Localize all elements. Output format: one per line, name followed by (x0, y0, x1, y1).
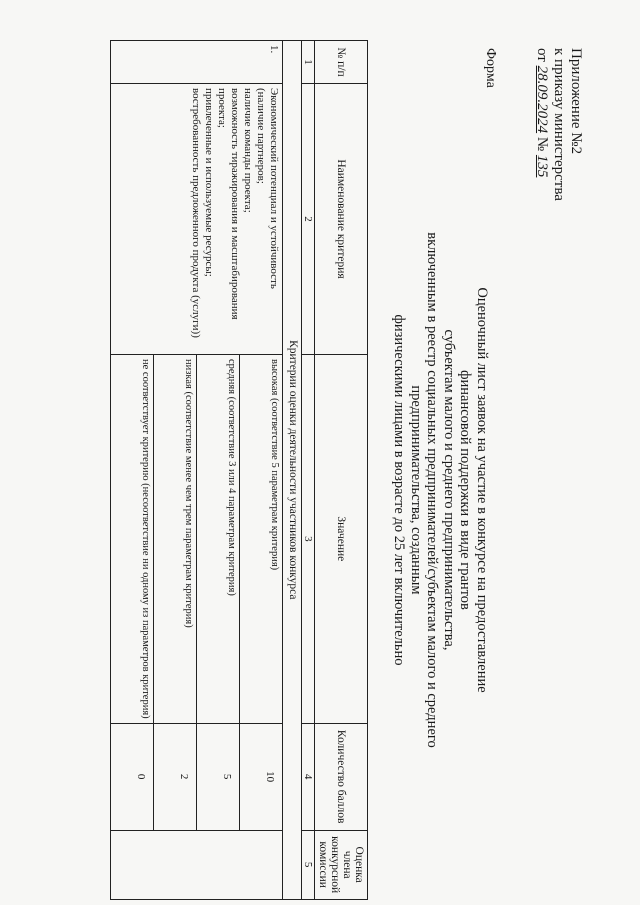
appendix-number: 135 (534, 154, 550, 178)
criterion-line: (наличие партнеров; (255, 88, 267, 184)
header-points: Количество баллов (315, 723, 368, 830)
header-value: Значение (315, 355, 368, 724)
appendix-block (533, 48, 584, 201)
criterion-line: Экономический потенциал и устойчивость (268, 88, 280, 289)
column-number: 4 (302, 723, 315, 830)
evaluation-table (110, 40, 368, 900)
criterion-cell (111, 84, 283, 355)
document-title (391, 210, 490, 770)
appendix-date-prefix: от (534, 48, 550, 62)
table-number-row (302, 41, 315, 900)
appendix-date-line (533, 48, 550, 201)
column-number: 2 (302, 84, 315, 355)
header-index: № п/п (315, 41, 368, 84)
table-row (240, 41, 283, 900)
appendix-title: Приложение №2 (568, 48, 584, 155)
value-cell: низкая (соответствие менее чем трем параметрам критерия) (154, 355, 197, 724)
column-number: 5 (302, 830, 315, 899)
header-criterion: Наименование критерия (315, 84, 368, 355)
title-line: финансовой поддержки в виде грантов (457, 370, 474, 610)
column-number: 3 (302, 355, 315, 724)
points-cell: 2 (154, 723, 197, 830)
criterion-line: привлеченные и используемые ресурсы; (203, 88, 215, 277)
points-cell: 0 (111, 723, 154, 830)
title-line: физическими лицами в возрасте до 25 лет включительно (391, 314, 408, 666)
criterion-line: наличие команды проекта; (242, 88, 254, 213)
section-title: Критерии оценки деятельности участников конкурса (283, 41, 302, 900)
criterion-line: востребованность предложенного продукта (услуги)) (190, 88, 202, 338)
column-number: 1 (302, 41, 315, 84)
title-line: включенным в реестр социальных предпринимателей/субъектам малого и среднего предпринимательства, созданным (408, 232, 441, 748)
appendix-no-sign: № (534, 136, 550, 152)
appendix-order-ref: к приказу министерства (551, 48, 567, 201)
appendix-date: 28.09.2024 (534, 65, 550, 134)
form-label: Форма (483, 48, 498, 88)
value-cell: не соответствует критерию (несоответствие ни одному из параметров критерия) (111, 355, 154, 724)
value-cell: высокая (соответствие 5 параметрам критерия) (240, 355, 283, 724)
section-row (283, 41, 302, 900)
title-line: субъектам малого и среднего предпринимательства, (441, 329, 457, 651)
table-header-row (315, 41, 368, 900)
points-cell: 5 (197, 723, 240, 830)
points-cell: 10 (240, 723, 283, 830)
header-assessment: Оценка члена конкурсной комиссии (315, 830, 368, 899)
row-index: 1. (111, 41, 283, 84)
value-cell: средняя (соответствие 3 или 4 параметрам критерия) (197, 355, 240, 724)
title-line: Оценочный лист заявок на участие в конкурсе на предоставление (474, 287, 490, 693)
criterion-line: возможность тиражирования и масштабирования проекта; (216, 88, 241, 320)
assessment-cell (111, 830, 283, 899)
